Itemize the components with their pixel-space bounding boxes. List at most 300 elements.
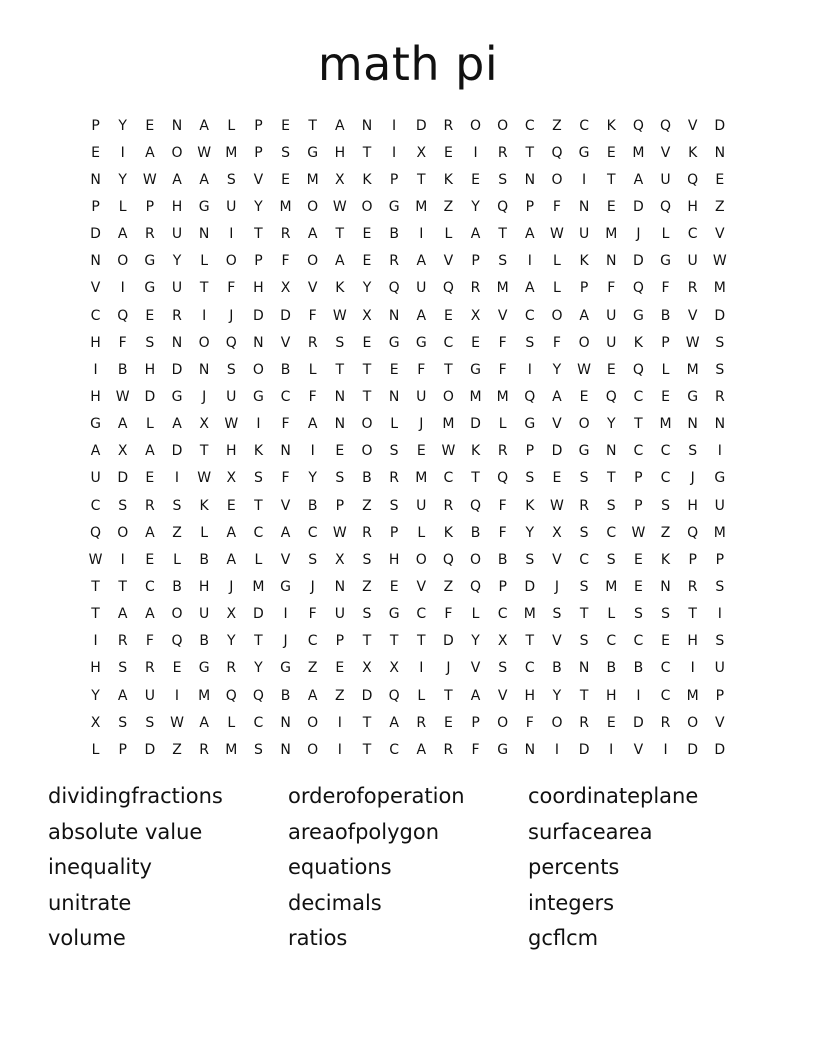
grid-letter: I [717, 606, 722, 623]
grid-letter: V [280, 551, 291, 568]
word-list-item: volume [48, 926, 126, 950]
grid-letter: P [525, 443, 535, 460]
grid-letter: E [661, 388, 670, 405]
grid-letter: O [361, 416, 373, 433]
word-list-item: unitrate [48, 890, 132, 915]
grid-letter: K [633, 334, 643, 351]
grid-letter: I [120, 144, 125, 161]
grid-letter: C [524, 307, 535, 324]
grid-letter: I [174, 687, 180, 704]
grid-letter: X [199, 416, 209, 433]
grid-letter: L [308, 361, 317, 378]
grid-letter: R [117, 633, 128, 650]
grid-letter: Y [525, 524, 535, 541]
grid-letter: F [145, 633, 154, 650]
grid-letter: O [307, 741, 319, 758]
grid-letter: V [552, 551, 562, 568]
grid-letter: I [202, 307, 207, 324]
grid-letter: F [417, 361, 426, 378]
grid-letter: K [660, 551, 671, 568]
grid-letter: R [389, 470, 399, 487]
grid-letter: I [527, 361, 532, 378]
grid-letter: C [687, 226, 698, 243]
grid-letter: U [416, 280, 427, 297]
grid-letter: K [525, 497, 535, 514]
grid-letter: D [144, 388, 156, 405]
grid-letter: M [198, 687, 211, 704]
grid-letter: Z [172, 524, 182, 541]
grid-letter: Y [254, 660, 263, 677]
grid-letter: L [498, 416, 507, 433]
grid-letter: K [362, 171, 372, 188]
grid-letter: W [550, 226, 564, 243]
grid-letter: V [280, 497, 291, 514]
grid-letter: C [253, 714, 264, 731]
grid-letter: D [443, 633, 454, 650]
grid-letter: N [334, 416, 346, 433]
grid-letter: A [117, 687, 128, 704]
grid-letter: T [91, 578, 100, 595]
grid-letter: R [199, 741, 209, 758]
grid-letter: R [389, 253, 399, 270]
grid-letter: I [256, 416, 261, 433]
grid-letter: I [582, 171, 587, 188]
grid-letter: K [606, 117, 616, 134]
grid-letter: B [470, 524, 481, 541]
grid-letter: G [198, 198, 210, 215]
grid-letter: S [715, 361, 725, 378]
grid-letter: D [361, 687, 373, 704]
grid-letter: N [578, 660, 590, 677]
grid-letter: A [172, 171, 182, 188]
grid-letter: W [115, 388, 130, 405]
grid-letter: C [633, 633, 644, 650]
grid-letter: S [389, 443, 399, 460]
grid-letter: A [117, 416, 128, 433]
grid-letter: X [470, 307, 481, 324]
grid-letter: D [632, 714, 644, 731]
grid-letter: Q [252, 687, 264, 704]
grid-letter: D [714, 307, 726, 324]
grid-letter: O [171, 144, 183, 161]
grid-letter: I [93, 633, 98, 650]
grid-letter: P [145, 198, 155, 215]
grid-letter: G [660, 253, 671, 270]
grid-letter: S [661, 606, 670, 623]
grid-letter: M [686, 361, 699, 378]
grid-letter: J [554, 578, 560, 595]
word-list-item: decimals [288, 890, 382, 915]
grid-letter: P [634, 497, 643, 514]
grid-letter: Z [552, 117, 562, 134]
grid-letter: E [281, 117, 290, 134]
grid-letter: R [144, 226, 155, 243]
grid-letter: H [171, 198, 183, 215]
grid-letter: A [172, 416, 182, 433]
grid-letter: M [252, 578, 265, 595]
grid-letter: N [280, 443, 291, 460]
grid-letter: E [362, 334, 372, 351]
grid-letter: G [578, 443, 590, 460]
grid-letter: E [226, 497, 236, 514]
grid-letter: N [198, 361, 210, 378]
grid-letter: Q [605, 388, 617, 405]
grid-letter: G [90, 416, 101, 433]
grid-letter: S [498, 253, 508, 270]
grid-letter: C [660, 687, 671, 704]
grid-letter: S [498, 171, 508, 188]
grid-letter: N [660, 578, 671, 595]
grid-letter: S [688, 443, 698, 460]
grid-letter: I [392, 117, 397, 134]
grid-letter: E [633, 578, 643, 595]
grid-letter: N [280, 741, 291, 758]
grid-letter: E [362, 253, 372, 270]
grid-letter: T [444, 361, 453, 378]
grid-letter: W [577, 361, 592, 378]
grid-letter: O [687, 714, 699, 731]
grid-letter: S [253, 470, 263, 487]
grid-letter: A [226, 551, 237, 568]
grid-letter: F [281, 253, 290, 270]
grid-letter: Q [470, 578, 482, 595]
grid-letter: T [579, 606, 589, 623]
grid-letter: A [307, 416, 318, 433]
grid-letter: B [660, 307, 671, 324]
grid-letter: D [714, 741, 726, 758]
grid-letter: S [715, 578, 725, 595]
grid-letter: F [281, 470, 290, 487]
grid-letter: B [199, 633, 209, 650]
grid-letter: W [142, 171, 157, 188]
grid-letter: U [416, 388, 427, 405]
grid-letter: X [226, 606, 237, 623]
grid-letter: F [227, 280, 236, 297]
grid-letter: J [419, 416, 424, 433]
grid-letter: Q [388, 687, 400, 704]
grid-letter: E [471, 334, 480, 351]
grid-letter: X [117, 443, 128, 460]
grid-letter: X [362, 660, 372, 677]
word-list [48, 780, 768, 958]
grid-letter: O [307, 714, 319, 731]
grid-letter: W [332, 307, 347, 324]
word-list-item: absolute value [48, 819, 203, 844]
grid-letter: P [389, 524, 399, 541]
grid-letter: R [443, 497, 454, 514]
word-list-item: areaofpolygon [288, 819, 439, 844]
grid-letter: A [145, 606, 155, 623]
grid-letter: O [551, 171, 563, 188]
grid-letter: G [280, 660, 291, 677]
grid-letter: B [633, 660, 644, 677]
grid-letter: E [443, 144, 453, 161]
grid-letter: Q [687, 524, 699, 541]
grid-letter: U [171, 226, 183, 243]
grid-letter: E [281, 171, 290, 188]
grid-letter: A [199, 171, 209, 188]
grid-letter: V [470, 660, 481, 677]
grid-letter: T [199, 443, 209, 460]
grid-letter: N [198, 226, 210, 243]
grid-letter: V [715, 714, 725, 731]
grid-letter: T [498, 226, 507, 243]
grid-letter: L [661, 361, 670, 378]
grid-letter: C [443, 334, 454, 351]
grid-letter: O [117, 253, 129, 270]
grid-letter: T [254, 226, 263, 243]
grid-letter: I [120, 551, 125, 568]
grid-letter: D [687, 741, 699, 758]
grid-letter: W [332, 198, 347, 215]
grid-letter: B [389, 226, 399, 243]
grid-letter: D [253, 606, 264, 623]
grid-letter: F [471, 741, 480, 758]
grid-letter: A [199, 714, 209, 731]
grid-letter: P [254, 117, 263, 134]
grid-letter: N [334, 388, 346, 405]
grid-letter: S [118, 497, 128, 514]
grid-letter: U [578, 226, 590, 243]
grid-letter: L [91, 741, 100, 758]
grid-letter: D [470, 416, 481, 433]
grid-letter: R [497, 144, 508, 161]
grid-letter: H [687, 497, 698, 514]
grid-letter: F [308, 388, 317, 405]
grid-letter: X [335, 551, 345, 568]
grid-letter: W [170, 714, 184, 731]
grid-letter: R [579, 714, 589, 731]
grid-letter: E [145, 551, 155, 568]
grid-letter: J [690, 470, 695, 487]
grid-letter: S [715, 633, 725, 650]
grid-letter: A [117, 606, 128, 623]
grid-letter: O [497, 117, 509, 134]
grid-letter: Q [442, 280, 454, 297]
grid-letter: C [524, 660, 535, 677]
grid-letter: F [118, 334, 127, 351]
grid-letter: O [307, 253, 319, 270]
grid-letter: Z [362, 578, 372, 595]
grid-letter: S [145, 334, 155, 351]
grid-letter: N [90, 253, 101, 270]
grid-letter: N [524, 171, 536, 188]
grid-letter: I [473, 144, 478, 161]
grid-letter: H [605, 687, 617, 704]
grid-letter: P [389, 171, 399, 188]
grid-letter: R [687, 280, 698, 297]
grid-letter: R [280, 226, 291, 243]
grid-letter: P [634, 470, 643, 487]
grid-letter: V [280, 334, 291, 351]
grid-letter: I [283, 606, 288, 623]
grid-letter: M [659, 416, 672, 433]
grid-letter: L [254, 551, 263, 568]
grid-letter: G [388, 606, 400, 623]
grid-letter: E [606, 198, 616, 215]
grid-letter: J [636, 226, 641, 243]
word-list-item: integers [528, 890, 615, 915]
grid-letter: K [443, 171, 453, 188]
grid-letter: H [90, 660, 101, 677]
grid-letter: H [198, 578, 210, 595]
grid-letter: N [171, 117, 183, 134]
grid-letter: T [335, 226, 345, 243]
grid-letter: O [442, 388, 454, 405]
grid-letter: W [441, 443, 456, 460]
grid-letter: E [172, 660, 182, 677]
grid-letter: V [715, 226, 725, 243]
grid-letter: Z [172, 741, 182, 758]
grid-letter: A [307, 687, 318, 704]
grid-letter: Y [118, 117, 127, 134]
grid-letter: I [93, 361, 98, 378]
grid-letter: R [172, 307, 182, 324]
word-list-item: dividingfractions [48, 784, 223, 808]
grid-letter: T [606, 171, 616, 188]
grid-letter: Q [470, 497, 482, 514]
grid-letter: T [199, 280, 209, 297]
grid-letter: N [524, 741, 536, 758]
grid-letter: I [419, 660, 424, 677]
grid-letter: I [419, 226, 424, 243]
grid-letter: I [527, 253, 532, 270]
grid-letter: I [717, 443, 722, 460]
grid-letter: V [687, 307, 698, 324]
grid-letter: Z [335, 687, 345, 704]
grid-letter: V [497, 307, 508, 324]
grid-letter: M [279, 198, 292, 215]
grid-letter: C [416, 606, 427, 623]
grid-letter: B [497, 551, 508, 568]
grid-letter: L [200, 524, 209, 541]
grid-letter: M [415, 470, 428, 487]
grid-letter: F [661, 280, 670, 297]
grid-letter: Q [117, 307, 129, 324]
grid-letter: M [713, 524, 726, 541]
grid-letter: S [498, 660, 508, 677]
grid-letter: I [337, 714, 342, 731]
grid-letter: R [497, 443, 508, 460]
grid-letter: O [497, 714, 509, 731]
grid-letter: C [307, 633, 318, 650]
grid-letter: D [117, 470, 129, 487]
grid-letter: G [307, 144, 319, 161]
grid-letter: G [497, 741, 509, 758]
grid-letter: A [335, 117, 345, 134]
grid-letter: P [471, 253, 480, 270]
grid-letter: B [307, 497, 318, 514]
grid-letter: M [713, 280, 726, 297]
grid-letter: N [361, 117, 373, 134]
grid-letter: J [283, 633, 288, 650]
grid-letter: L [553, 253, 561, 270]
grid-letter: T [91, 606, 100, 623]
grid-letter: H [334, 144, 346, 161]
grid-letter: P [661, 334, 670, 351]
grid-letter: M [496, 280, 509, 297]
grid-letter: A [470, 687, 481, 704]
grid-letter: Y [471, 633, 480, 650]
grid-letter: G [578, 144, 590, 161]
grid-letter: H [524, 687, 536, 704]
grid-letter: C [144, 578, 155, 595]
grid-letter: P [498, 578, 507, 595]
grid-letter: V [443, 253, 454, 270]
word-list-item: ratios [288, 926, 348, 950]
grid-letter: C [660, 470, 671, 487]
grid-letter: E [633, 551, 643, 568]
grid-letter: T [525, 144, 535, 161]
grid-letter: I [310, 443, 315, 460]
grid-letter: H [90, 334, 101, 351]
grid-letter: M [605, 226, 618, 243]
grid-letter: C [253, 524, 264, 541]
grid-letter: S [579, 633, 589, 650]
grid-letter: N [687, 416, 698, 433]
grid-letter: N [280, 714, 291, 731]
grid-letter: S [633, 606, 643, 623]
grid-letter: T [362, 633, 372, 650]
grid-letter: R [714, 388, 725, 405]
grid-letter: Z [362, 497, 372, 514]
grid-letter: C [497, 606, 508, 623]
grid-letter: Y [552, 361, 562, 378]
grid-letter: R [226, 660, 237, 677]
grid-letter: T [254, 497, 263, 514]
grid-letter: L [145, 416, 154, 433]
grid-letter: U [226, 198, 237, 215]
grid-letter: W [550, 497, 564, 514]
grid-letter: H [144, 361, 156, 378]
grid-letter: E [145, 307, 155, 324]
grid-letter: A [470, 226, 481, 243]
grid-letter: H [687, 633, 698, 650]
grid-letter: X [335, 171, 345, 188]
grid-letter: Q [687, 171, 699, 188]
word-list-item: orderofoperation [288, 784, 465, 808]
grid-letter: S [525, 470, 535, 487]
grid-letter: U [90, 470, 101, 487]
grid-letter: N [714, 416, 726, 433]
grid-letter: P [91, 117, 100, 134]
grid-letter: Y [308, 470, 317, 487]
grid-letter: C [633, 388, 644, 405]
grid-letter: S [335, 470, 345, 487]
word-list-item: gcflcm [528, 926, 599, 950]
grid-letter: A [552, 388, 562, 405]
grid-letter: O [551, 307, 563, 324]
grid-letter: G [388, 198, 400, 215]
grid-letter: D [90, 226, 101, 243]
grid-letter: D [714, 117, 726, 134]
grid-letter: R [687, 578, 698, 595]
grid-letter: G [714, 470, 726, 487]
grid-letter: P [471, 714, 480, 731]
grid-letter: I [609, 741, 614, 758]
grid-letter: F [498, 497, 507, 514]
word-list-item: equations [288, 855, 392, 879]
grid-letter: Q [524, 388, 536, 405]
grid-letter: W [197, 470, 212, 487]
grid-letter: A [90, 443, 101, 460]
grid-letter: E [335, 660, 345, 677]
grid-letter: P [579, 280, 589, 297]
grid-letter: R [144, 497, 155, 514]
grid-letter: F [444, 606, 453, 623]
grid-letter: E [606, 144, 616, 161]
grid-letter: C [633, 443, 644, 460]
